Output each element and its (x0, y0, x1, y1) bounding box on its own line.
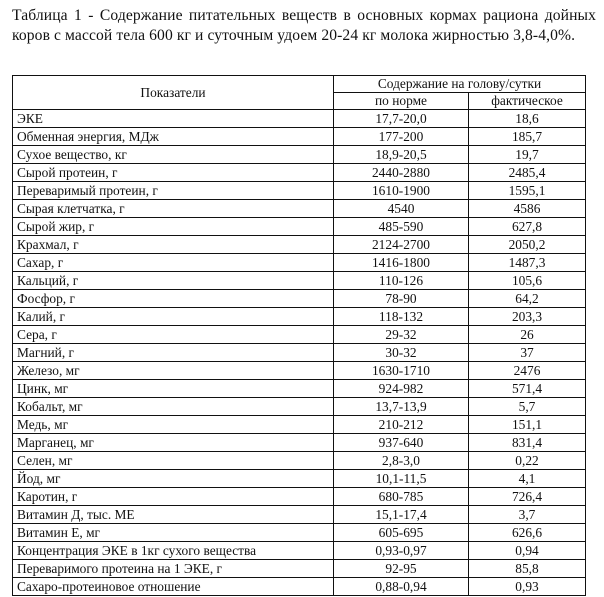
row-norm-cell: 118-132 (334, 308, 469, 326)
row-indicator-cell: Селен, мг (13, 452, 334, 470)
row-actual-cell: 831,4 (469, 434, 586, 452)
row-actual-cell: 64,2 (469, 290, 586, 308)
row-norm-cell: 1630-1710 (334, 362, 469, 380)
row-indicator-cell: Цинк, мг (13, 380, 334, 398)
row-actual-cell: 0,94 (469, 542, 586, 560)
row-actual-cell: 2485,4 (469, 164, 586, 182)
row-actual-cell: 626,6 (469, 524, 586, 542)
row-actual-cell: 571,4 (469, 380, 586, 398)
table-row (13, 416, 586, 434)
row-norm-cell: 10,1-11,5 (334, 470, 469, 488)
row-indicator-cell: Сырой протеин, г (13, 164, 334, 182)
row-norm-cell: 18,9-20,5 (334, 146, 469, 164)
table-row (13, 560, 586, 578)
row-indicator-cell: Обменная энергия, МДж (13, 128, 334, 146)
row-indicator-cell: Переваримый протеин, г (13, 182, 334, 200)
header-actual: фактическое (469, 93, 586, 110)
row-indicator-cell: Кальций, г (13, 272, 334, 290)
table-row (13, 398, 586, 416)
table-row (13, 146, 586, 164)
row-norm-cell: 29-32 (334, 326, 469, 344)
row-actual-cell: 2476 (469, 362, 586, 380)
row-norm-cell: 110-126 (334, 272, 469, 290)
row-actual-cell: 18,6 (469, 110, 586, 128)
row-indicator-cell: Витамин Д, тыс. МЕ (13, 506, 334, 524)
header-indicator: Показатели (13, 76, 334, 110)
row-norm-cell: 2440-2880 (334, 164, 469, 182)
row-indicator-cell: Калий, г (13, 308, 334, 326)
row-actual-cell: 0,22 (469, 452, 586, 470)
table-row (13, 110, 586, 128)
row-actual-cell: 105,6 (469, 272, 586, 290)
row-norm-cell: 0,93-0,97 (334, 542, 469, 560)
row-norm-cell: 30-32 (334, 344, 469, 362)
row-norm-cell: 177-200 (334, 128, 469, 146)
table-body (13, 110, 586, 596)
table-row (13, 218, 586, 236)
row-indicator-cell: Сырой жир, г (13, 218, 334, 236)
header-content-group: Содержание на голову/сутки (334, 76, 586, 93)
table-row (13, 326, 586, 344)
row-actual-cell: 2050,2 (469, 236, 586, 254)
table-row (13, 506, 586, 524)
table-row (13, 290, 586, 308)
table-caption: Таблица 1 - Содержание питательных веществ в основных кормах рациона дойных коров с массой тела 600 кг и суточным удоем 20-24 кг молока жирностью 3,8-4,0%. (12, 7, 596, 44)
row-norm-cell: 78-90 (334, 290, 469, 308)
row-norm-cell: 4540 (334, 200, 469, 218)
row-norm-cell: 92-95 (334, 560, 469, 578)
row-actual-cell: 26 (469, 326, 586, 344)
row-indicator-cell: Медь, мг (13, 416, 334, 434)
row-actual-cell: 185,7 (469, 128, 586, 146)
table-row (13, 344, 586, 362)
table-row (13, 164, 586, 182)
row-indicator-cell: ЭКЕ (13, 110, 334, 128)
row-actual-cell: 0,93 (469, 578, 586, 596)
row-indicator-cell: Каротин, г (13, 488, 334, 506)
row-norm-cell: 937-640 (334, 434, 469, 452)
table-row (13, 470, 586, 488)
table-row (13, 254, 586, 272)
row-norm-cell: 2124-2700 (334, 236, 469, 254)
row-indicator-cell: Железо, мг (13, 362, 334, 380)
table-row (13, 380, 586, 398)
table-row (13, 452, 586, 470)
table-row (13, 434, 586, 452)
row-norm-cell: 210-212 (334, 416, 469, 434)
row-actual-cell: 627,8 (469, 218, 586, 236)
row-norm-cell: 1416-1800 (334, 254, 469, 272)
row-actual-cell: 4,1 (469, 470, 586, 488)
row-indicator-cell: Сухое вещество, кг (13, 146, 334, 164)
table-row (13, 200, 586, 218)
row-norm-cell: 485-590 (334, 218, 469, 236)
row-norm-cell: 680-785 (334, 488, 469, 506)
row-indicator-cell: Витамин Е, мг (13, 524, 334, 542)
row-norm-cell: 2,8-3,0 (334, 452, 469, 470)
row-actual-cell: 85,8 (469, 560, 586, 578)
row-indicator-cell: Йод, мг (13, 470, 334, 488)
row-indicator-cell: Магний, г (13, 344, 334, 362)
table-row (13, 182, 586, 200)
table-row (13, 578, 586, 596)
row-indicator-cell: Сахаро-протеиновое отношение (13, 578, 334, 596)
row-indicator-cell: Сырая клетчатка, г (13, 200, 334, 218)
row-actual-cell: 4586 (469, 200, 586, 218)
row-actual-cell: 151,1 (469, 416, 586, 434)
row-norm-cell: 13,7-13,9 (334, 398, 469, 416)
row-actual-cell: 1487,3 (469, 254, 586, 272)
table-row (13, 542, 586, 560)
table-row (13, 308, 586, 326)
table-row (13, 236, 586, 254)
table-row (13, 128, 586, 146)
row-norm-cell: 605-695 (334, 524, 469, 542)
row-norm-cell: 0,88-0,94 (334, 578, 469, 596)
row-indicator-cell: Переваримого протеина на 1 ЭКЕ, г (13, 560, 334, 578)
row-indicator-cell: Концентрация ЭКЕ в 1кг сухого вещества (13, 542, 334, 560)
table-row (13, 362, 586, 380)
row-indicator-cell: Марганец, мг (13, 434, 334, 452)
table-row (13, 524, 586, 542)
row-actual-cell: 5,7 (469, 398, 586, 416)
header-norm: по норме (334, 93, 469, 110)
row-indicator-cell: Сахар, г (13, 254, 334, 272)
row-actual-cell: 1595,1 (469, 182, 586, 200)
row-norm-cell: 15,1-17,4 (334, 506, 469, 524)
row-norm-cell: 924-982 (334, 380, 469, 398)
row-indicator-cell: Крахмал, г (13, 236, 334, 254)
row-indicator-cell: Фосфор, г (13, 290, 334, 308)
row-norm-cell: 17,7-20,0 (334, 110, 469, 128)
row-actual-cell: 19,7 (469, 146, 586, 164)
row-actual-cell: 203,3 (469, 308, 586, 326)
table-header (13, 76, 586, 110)
row-norm-cell: 1610-1900 (334, 182, 469, 200)
table-row (13, 272, 586, 290)
nutrient-table (12, 75, 586, 596)
row-indicator-cell: Сера, г (13, 326, 334, 344)
table-row (13, 488, 586, 506)
row-actual-cell: 37 (469, 344, 586, 362)
row-actual-cell: 3,7 (469, 506, 586, 524)
row-indicator-cell: Кобальт, мг (13, 398, 334, 416)
row-actual-cell: 726,4 (469, 488, 586, 506)
